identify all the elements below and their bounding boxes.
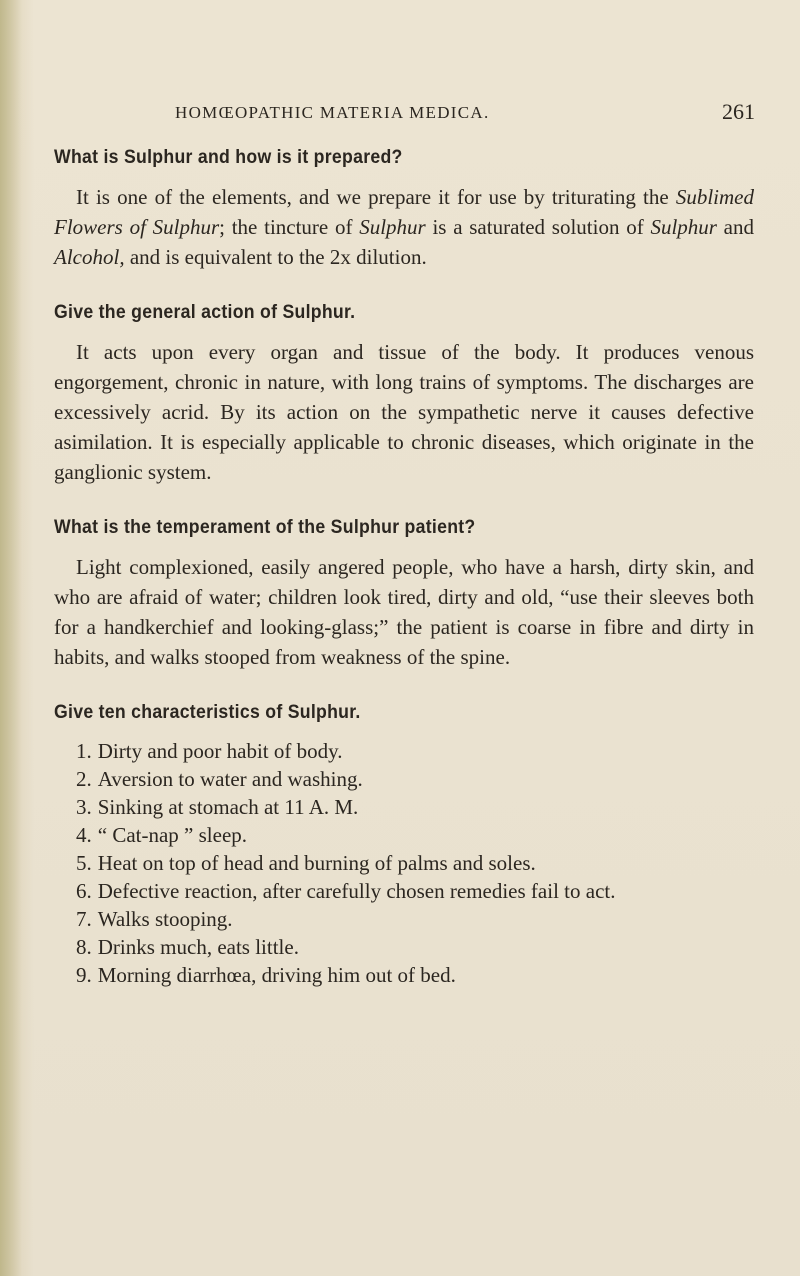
- question-sulphur-preparation: What is Sulphur and how is it prepared?: [54, 147, 403, 168]
- answer-text: It is one of the elements, and we prepare it for use by triturating the: [76, 185, 676, 209]
- answer-text: and is equivalent to the 2x dilution.: [124, 245, 427, 269]
- answer-text: ; the tincture of: [219, 215, 360, 239]
- list-item-number: 9.: [76, 963, 92, 987]
- answer-italic-text: Sublimed Flowers of Sulphur: [54, 185, 754, 239]
- list-item: [54, 877, 754, 905]
- list-item-text: Defective reaction, after carefully chosen remedies fail to act.: [97, 879, 616, 903]
- list-item: [54, 793, 754, 821]
- list-item: [54, 765, 754, 793]
- page-edge-shadow: [0, 0, 22, 1276]
- question-general-action: Give the general action of Sulphur.: [54, 302, 356, 323]
- list-item: [54, 933, 754, 961]
- list-item-text: Drinks much, eats little.: [97, 935, 299, 959]
- running-title: HOMŒOPATHIC MATERIA MEDICA.: [175, 103, 490, 122]
- answer-general-action: It acts upon every organ and tissue of the body. It produces venous engorgement, chronic in nature, with long trains of symptoms. The discharges are excessively acrid. By its action on the sympathetic nerve it causes defective asimilation. It is especially applicable to chronic diseases, which originate in the ganglionic system.: [54, 340, 754, 484]
- answer-italic-text: Alcohol,: [54, 245, 125, 269]
- characteristics-list: [54, 737, 754, 989]
- list-item-text: “ Cat-nap ” sleep.: [97, 823, 248, 847]
- question-temperament: What is the temperament of the Sulphur patient?: [54, 517, 476, 538]
- question-characteristics: Give ten characteristics of Sulphur.: [54, 702, 361, 723]
- list-item-text: Sinking at stomach at 11 A. M.: [97, 795, 359, 819]
- answer-text: is a saturated solution of: [425, 215, 651, 239]
- list-item-number: 3.: [76, 795, 92, 819]
- answer-italic-text: Sulphur: [650, 215, 717, 239]
- list-item-number: 1.: [76, 739, 92, 763]
- list-item-number: 7.: [76, 907, 92, 931]
- answer-text: and: [716, 215, 755, 239]
- answer-temperament: Light complexioned, easily angered people, who have a harsh, dirty skin, and who are afraid of water; children look tired, dirty and old, “use their sleeves both for a handkerchief and looking-glass;” the patient is coarse in fibre and dirty in habits, and walks stooped from weakness of the spine.: [54, 555, 754, 669]
- list-item-number: 8.: [76, 935, 92, 959]
- list-item-text: Walks stooping.: [97, 907, 233, 931]
- page-body: [54, 144, 754, 989]
- list-item-text: Dirty and poor habit of body.: [97, 739, 343, 763]
- list-item: [54, 849, 754, 877]
- list-item: [54, 905, 754, 933]
- page-number: 261: [722, 99, 755, 124]
- list-item-text: Heat on top of head and burning of palms and soles.: [97, 851, 536, 875]
- list-item-text: Aversion to water and washing.: [97, 767, 363, 791]
- list-item: [54, 821, 754, 849]
- running-head: [0, 95, 800, 125]
- list-item: [54, 737, 754, 765]
- list-item-number: 4.: [76, 823, 92, 847]
- list-item-number: 6.: [76, 879, 92, 903]
- answer-sulphur-preparation: [54, 182, 754, 272]
- list-item: [54, 961, 754, 989]
- list-item-text: Morning diarrhœa, driving him out of bed.: [97, 963, 456, 987]
- list-item-number: 5.: [76, 851, 92, 875]
- list-item-number: 2.: [76, 767, 92, 791]
- answer-italic-text: Sulphur: [359, 215, 426, 239]
